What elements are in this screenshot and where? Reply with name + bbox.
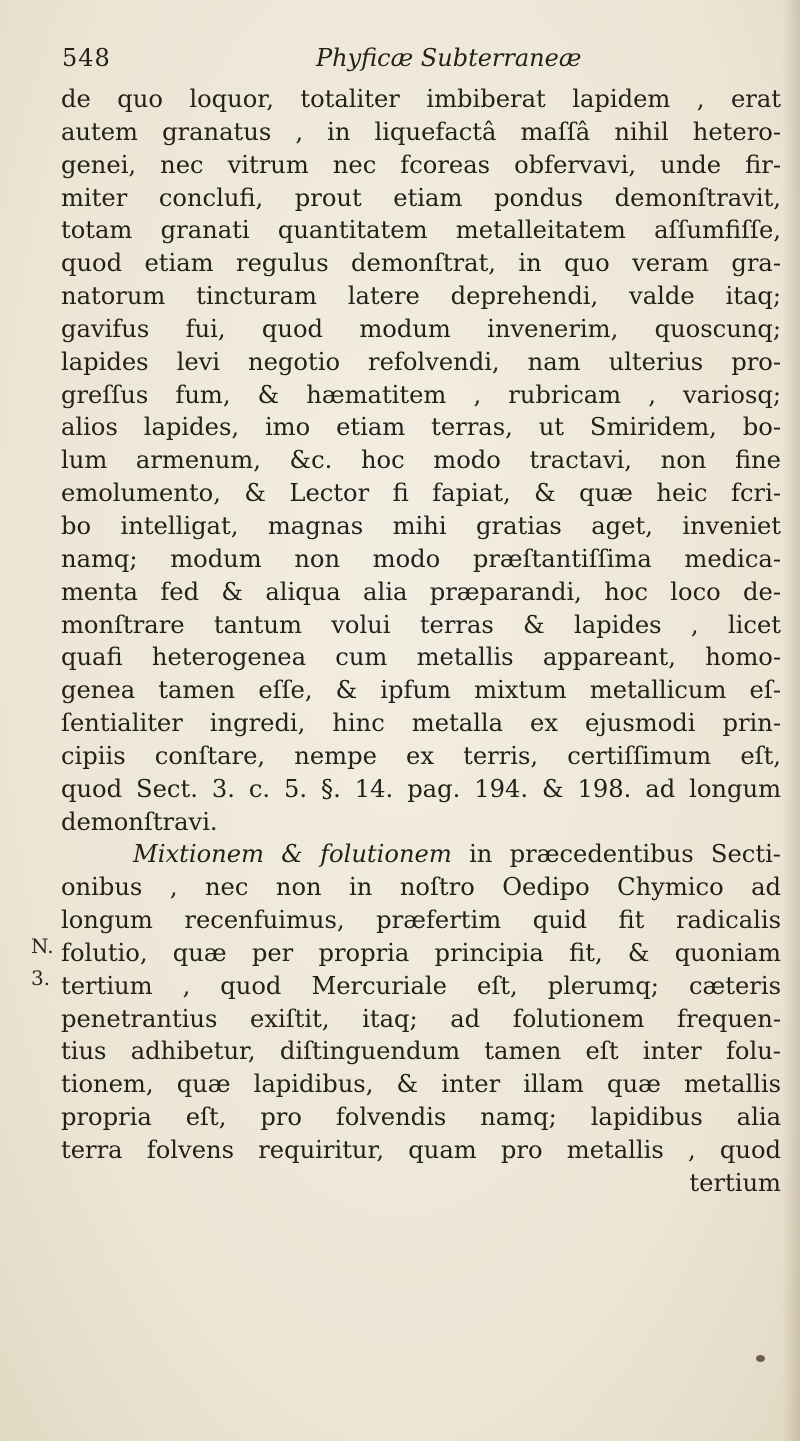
- paragraph-lead-line: [61, 838, 781, 871]
- text-line: alios lapides, imo etiam terras, ut Smiridem, bo-: [61, 413, 781, 442]
- text-line: bo intelligat, magnas mihi gratias aget, inveniet: [61, 511, 781, 540]
- text-line: totam granati quantitatem metalleitatem aſſumfiſſe,: [61, 216, 781, 245]
- text-line: autem granatus , in liquefactâ maſſâ nihil hetero-: [61, 117, 781, 146]
- text-line: genea tamen eſſe, & ipfum mixtum metallicum eſ-: [61, 676, 781, 705]
- page-header: [62, 44, 762, 80]
- text-line: tertium , quod Mercuriale eſt, plerumq; cæteris: [61, 971, 781, 1000]
- catchword: tertium: [689, 1168, 781, 1197]
- text-line: longum recenfuimus, præfertim quid fit radicalis: [61, 906, 781, 935]
- text-line: quod etiam regulus demonſtrat, in quo veram gra-: [61, 249, 781, 278]
- text-line: miter conclufi, prout etiam pondus demonſtravit,: [61, 183, 781, 212]
- text-line: menta fed & aliqua alia præparandi, hoc loco de-: [61, 577, 781, 606]
- text-line: ſentialiter ingredi, hinc metalla ex ejusmodi prin-: [61, 709, 781, 738]
- italic-lead-words: Mixtionem & folutionem: [133, 840, 452, 869]
- page-number: 548: [62, 44, 111, 72]
- margin-note-section: N.: [31, 934, 54, 958]
- text-line: demonſtravi.: [61, 807, 218, 836]
- running-title: Phyficæ Subterraneæ: [316, 44, 582, 72]
- text-line: greſſus fum, & hæmatitem , rubricam , variosq;: [61, 380, 781, 409]
- text-line: quod Sect. 3. c. 5. §. 14. pag. 194. & 198. ad longum: [61, 774, 781, 803]
- text-line: folutio, quæ per propria principia fit, & quoniam: [61, 938, 781, 967]
- text-line: monſtrare tantum volui terras & lapides , licet: [61, 610, 781, 639]
- page-edge-shadow: [782, 0, 800, 1441]
- text-line: gavifus fui, quod modum invenerim, quoscunq;: [61, 314, 781, 343]
- text-line: onibus , nec non in noſtro Oedipo Chymico ad: [61, 873, 781, 902]
- text-line: natorum tincturam latere deprehendi, valde itaq;: [61, 282, 781, 311]
- text-line: tius adhibetur, diſtinguendum tamen eſt inter folu-: [61, 1037, 781, 1066]
- text-line: emolumento, & Lector fi fapiat, & quæ heic fcri-: [61, 479, 781, 508]
- ink-spot: [756, 1355, 765, 1362]
- paragraph-lead-text: Mixtionem & folutionem in præcedentibus Secti-: [133, 840, 781, 869]
- text-line: quafi heterogenea cum metallis appareant, homo-: [61, 643, 781, 672]
- margin-note-number: 3.: [31, 966, 51, 990]
- text-line: tionem, quæ lapidibus, & inter illam quæ metallis: [61, 1070, 781, 1099]
- text-line: genei, nec vitrum nec fcoreas obfervavi, unde fir-: [61, 150, 781, 179]
- text-line: namq; modum non modo præſtantiſſima medica-: [61, 544, 781, 573]
- text-line: lapides levi negotio refolvendi, nam ulterius pro-: [61, 347, 781, 376]
- body-text: [61, 83, 781, 1200]
- text-line: lum armenum, &c. hoc modo tractavi, non fine: [61, 446, 781, 475]
- text-line: terra folvens requiritur, quam pro metallis , quod: [61, 1136, 781, 1164]
- text-line: de quo loquor, totaliter imbiberat lapidem , erat: [61, 85, 781, 113]
- text-line: cipiis conſtare, nempe ex terris, certiſſimum eſt,: [61, 741, 781, 770]
- text-line: propria eſt, pro folvendis namq; lapidibus alia: [61, 1103, 781, 1132]
- text-line: penetrantius exiſtit, itaq; ad folutionem frequen-: [61, 1004, 781, 1033]
